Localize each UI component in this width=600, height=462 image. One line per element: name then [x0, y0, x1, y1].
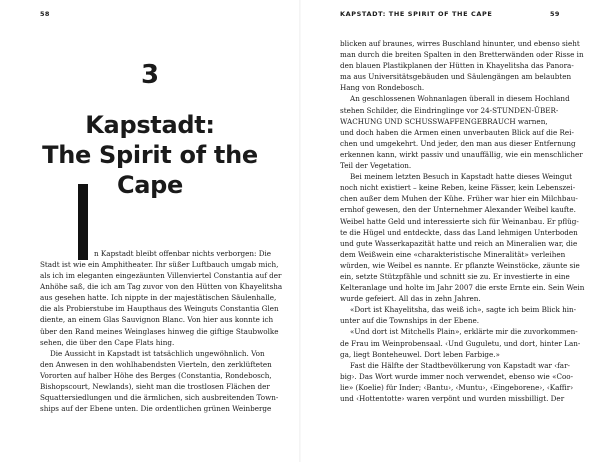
text-line: Weibel hatte Geld und interessierte sich für Weinanbau. Er pflüg-	[340, 216, 579, 226]
text-line: blicken auf braunes, wirres Buschland hinunter, und ebenso sieht	[340, 39, 580, 48]
text-line: und doch haben die Armen einen unverbauten Blick auf die Rei-	[340, 127, 574, 137]
text-line: «Und dort ist Mitchells Plain», erklärte mir die zuvorkommen-	[350, 327, 578, 337]
chapter-title-line: Cape	[116, 171, 184, 199]
text-line: Bishopscourt, Newlands), sieht man die trostlosen Flächen der	[40, 382, 270, 392]
text-line: und ‹Hottentotte› waren verpönt und wurden missbilligt. Der	[340, 394, 565, 403]
text-line: und gute Wasserkapazität hatte und reich an Mineralien war, die	[340, 238, 578, 248]
right-page	[300, 0, 600, 462]
text-line: dem Weißwein eine «charakteristische Mineralität» verleihen	[340, 249, 566, 259]
text-line: te die Hügel und entdeckte, dass das Land lehmigen Unterboden	[340, 227, 578, 237]
text-line: ein, setzte Stützpfähle und schnitt sie zu. Er investierte in eine	[340, 271, 570, 281]
text-line: erkennen kann, wirkt passiv und unauffällig, wie ein menschlicher	[340, 149, 583, 159]
text-line: lie» (Koelie) für Inder; ‹Bantu›, ‹Muntu›, ‹Eingeborene›, ‹Kaffir›	[340, 382, 574, 392]
running-head: KAPSTADT: THE SPIRIT OF THE CAPE	[340, 10, 493, 18]
text-line: diente, an einem Glas Sauvignon Blanc. Von hier aus konnte ich	[40, 315, 274, 325]
chapter-title	[0, 110, 300, 200]
text-line: ernhof gewesen, den der Unternehmer Alexander Weibel kaufte.	[340, 205, 576, 215]
chapter-title-line: Kapstadt:	[85, 111, 215, 139]
text-line: Anhöhe saß, die ich am Tag zuvor von den Hütten von Khayelitsha	[40, 282, 283, 292]
text-line: aus gesehen hatte. Ich nippte in der majestätischen Säulenhalle,	[40, 293, 277, 303]
text-line: man durch die breiten Spalten in den Bretterwänden oder Risse in	[340, 50, 584, 60]
text-line: big›. Das Wort wurde immer noch verwendet, ebenso wie «Coo-	[340, 371, 574, 381]
left-page-number: 58	[40, 10, 50, 18]
text-line: Hang von Rondebosch.	[340, 83, 425, 93]
text-line: Fast die Hälfte der Stadtbevölkerung von Kapstadt war ‹far-	[350, 360, 570, 370]
left-body-text	[40, 259, 283, 414]
text-line: Die Aussicht in Kapstadt ist tatsächlich ungewöhnlich. Von	[50, 348, 265, 358]
text-line: Teil der Vegetation.	[340, 161, 412, 171]
text-line: de Frau im Weinprobensaal. ‹Und Guguletu, und dort, hinter Lan-	[340, 338, 581, 348]
text-line: chen und umgekehrt. Und jeder, den man aus dieser Entfernung	[340, 138, 576, 148]
chapter-title-line: The Spirit of the	[42, 141, 258, 169]
text-line: Kelteranlage und holte im Jahr 2007 die erste Ernte ein. Sein Wein	[340, 283, 585, 293]
text-line: «Dort ist Khayelitsha, das weiß ich», sagte ich beim Blick hin-	[350, 305, 577, 315]
right-body-text	[340, 38, 585, 404]
text-line: unter auf die Townships in der Ebene.	[340, 316, 480, 326]
text-line: über den Rand meines Weinglases hinweg die giftige Staubwolke	[40, 326, 279, 336]
text-line: An geschlossenen Wohnanlagen überall in diesem Hochland	[350, 94, 570, 104]
text-line: Squattersiedlungen und die ärmlichen, sich ausbreitenden Town-	[40, 393, 279, 403]
text-line: noch nicht existiert – keine Reben, keine Fässer, kein Lebenszei-	[340, 183, 576, 193]
drop-cap-i	[78, 184, 88, 260]
text-line: stehen Schilder, die Eindringlinge vor 24-STUNDEN-ÜBER-	[340, 105, 559, 115]
text-line: würden, wie Weibel es nannte. Er pflanzte Weinstöcke, zäunte sie	[340, 260, 580, 270]
text-line: ships auf der Ebene unten. Die ordentlichen grünen Weinberge	[40, 404, 272, 414]
text-line: chen außer dem Muhen der Kühe. Früher war hier ein Milchbau-	[340, 194, 578, 204]
text-line: den Anwesen in den wohlhabendsten Vierteln, den zerklüfteten	[40, 359, 272, 369]
text-line: ga, liegt Bonteheuwel. Dort leben Farbige.»	[340, 349, 500, 359]
opening-first-line: n Kapstadt bleibt offenbar nichts verborgen: Die	[94, 249, 272, 258]
text-line: Vororten auf halber Höhe des Berges (Constantia, Rondebosch,	[40, 370, 272, 380]
text-line: als ich im eleganten eingezäunten Villenviertel Constantia auf der	[40, 271, 282, 281]
text-line: Bei meinem letzten Besuch in Kapstadt hatte dieses Weingut	[350, 172, 573, 182]
text-line: wurde gefeiert. All das in zehn Jahren.	[340, 294, 481, 304]
text-line: den blauen Plastikplanen der Hütten in Khayelitsha das Panora-	[340, 61, 574, 71]
text-line: ma aus Universitätsgebäuden und Säulengängen am belaubten	[340, 72, 572, 82]
text-line: die als Probierstube im Haupthaus des Weinguts Constantia Glen	[40, 304, 279, 314]
chapter-number: 3	[140, 60, 160, 90]
text-line: WACHUNG UND SCHUSSWAFFENGEBRAUCH warnen,	[340, 116, 548, 126]
text-line: Stadt ist wie ein Amphitheater. Ihr süßer Luftbauch umgab mich,	[40, 260, 279, 269]
right-page-number: 59	[550, 10, 560, 18]
text-line: sehen, die über den Cape Flats hing.	[40, 337, 175, 347]
